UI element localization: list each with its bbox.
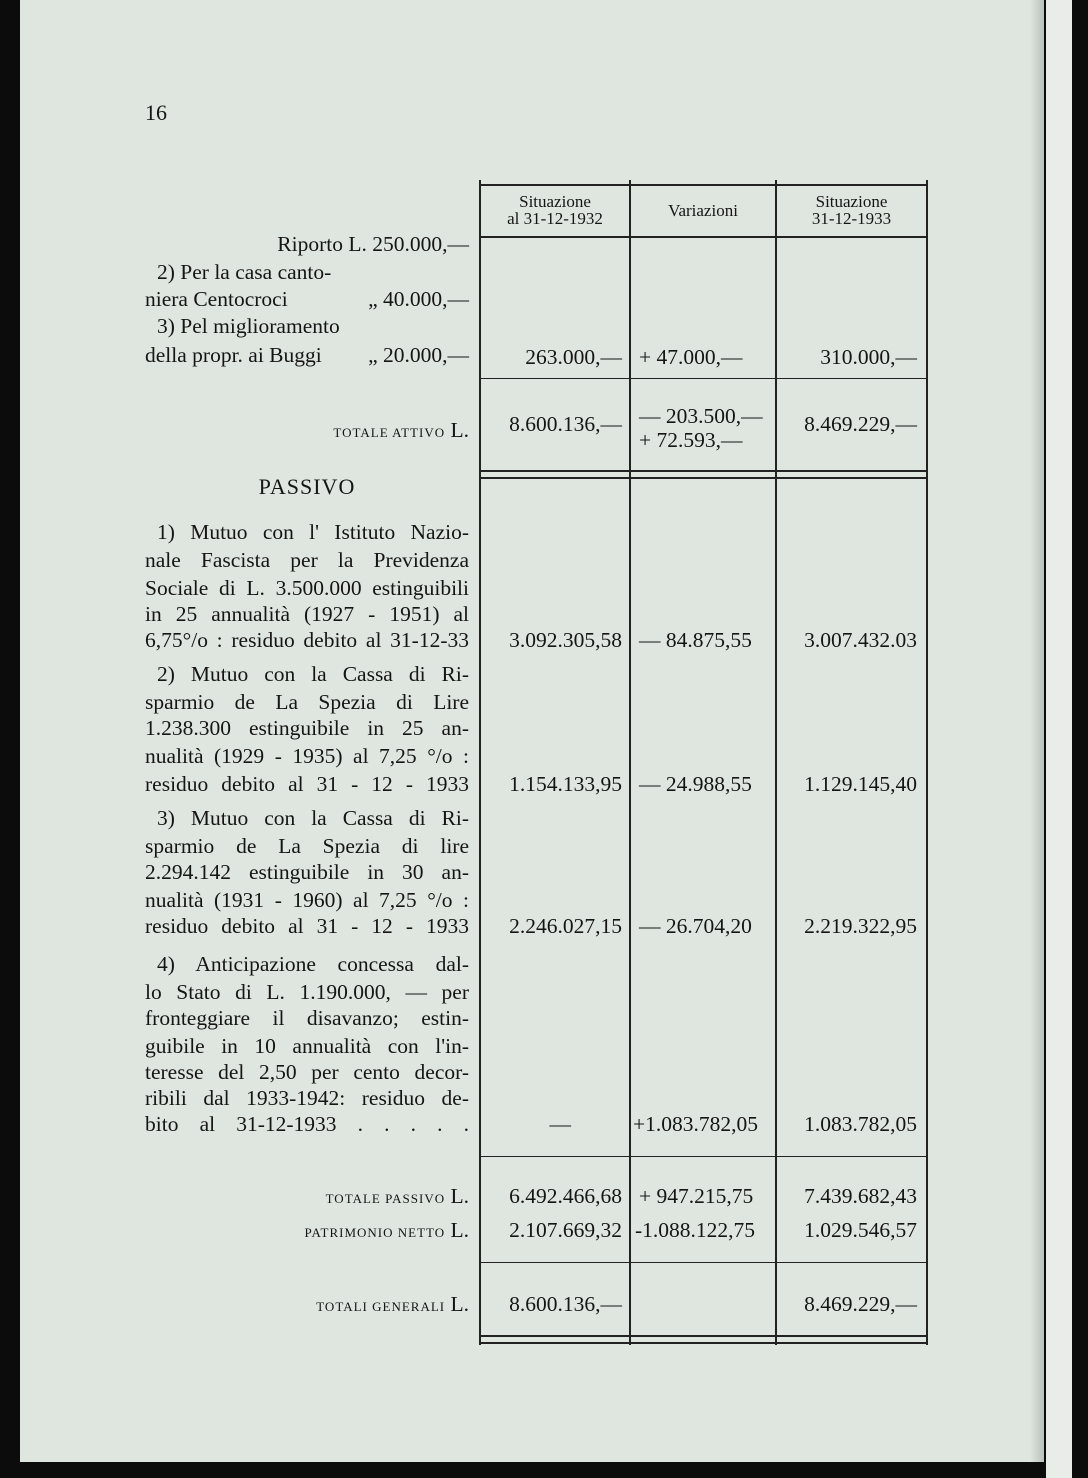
passivo-item-1-line: nale Fascista per la Previdenza	[145, 548, 469, 572]
passivo-item-4-line: guibile in 10 annualità con l'in-	[145, 1034, 469, 1058]
passivo-item-2-sit-1933: 1.129.145,40	[804, 772, 917, 796]
passivo-item-2-line: sparmio de La Spezia di Lire	[145, 690, 469, 714]
passivo-item-4-line: 4) Anticipazione concessa dal-	[157, 952, 469, 976]
totale-attivo-sit-1932: 8.600.136,—	[509, 412, 622, 436]
patrimonio-netto-variazioni: -1.088.122,75	[635, 1218, 756, 1242]
passivo-item-2-sit-1932: 1.154.133,95	[509, 772, 622, 796]
totale-passivo-sit-1933: 7.439.682,43	[804, 1184, 917, 1208]
totale-attivo-sit-1933: 8.469.229,—	[804, 412, 917, 436]
totali-generali-label: TOTALI GENERALI L.	[316, 1292, 469, 1316]
attivo-item-2-line-1: 2) Per la casa canto-	[157, 260, 332, 284]
passivo-item-2-line: 1.238.300 estinguibile in 25 an-	[145, 716, 469, 740]
passivo-item-2-line: nualità (1929 - 1935) al 7,25 °/o :	[145, 744, 469, 768]
attivo-rule	[479, 378, 928, 379]
passivo-item-4-line: teresse del 2,50 per cento decor-	[145, 1060, 469, 1084]
passivo-item-3-line: 2.294.142 estinguibile in 30 an-	[145, 860, 469, 884]
totale-passivo-variazioni: + 947.215,75	[639, 1184, 754, 1208]
passivo-item-4-variazioni: +1.083.782,05	[633, 1112, 759, 1136]
attivo-item-2-amount: „ 40.000,—	[368, 287, 469, 311]
attivo-item-3-amount: „ 20.000,—	[368, 343, 469, 367]
passivo-item-3-sit-1932: 2.246.027,15	[509, 914, 622, 938]
passivo-item-1-line: 6,75°/o : residuo debito al 31-12-33	[145, 628, 469, 652]
passivo-title: PASSIVO	[258, 474, 356, 499]
final-double-rule-top	[479, 1335, 928, 1337]
passivo-item-3-line: sparmio de La Spezia di lire	[145, 834, 469, 858]
patrimonio-netto-label: PATRIMONIO NETTO L.	[304, 1218, 469, 1242]
final-double-rule-bottom	[479, 1342, 928, 1344]
totale-attivo-label: TOTALE ATTIVO L.	[333, 418, 469, 442]
attivo-row-sit-1933: 310.000,—	[820, 345, 917, 369]
passivo-item-4-line: lo Stato di L. 1.190.000, — per	[145, 980, 469, 1004]
table-col-rule-1	[629, 180, 631, 1345]
passivo-item-2-variazioni: — 24.988,55	[639, 772, 752, 796]
header-situazione-1933: Situazione 31-12-1933	[811, 192, 892, 228]
page-number: 16	[145, 100, 167, 125]
passivo-item-3-sit-1933: 2.219.322,95	[804, 914, 917, 938]
passivo-item-4-line: bito al 31-12-1933 . . . . .	[145, 1112, 469, 1136]
passivo-item-2-line: 2) Mutuo con la Cassa di Ri-	[157, 662, 469, 686]
header-top-rule	[479, 184, 928, 186]
passivo-item-3-line: 3) Mutuo con la Cassa di Ri-	[157, 806, 469, 830]
totale-passivo-label: TOTALE PASSIVO L.	[325, 1184, 469, 1208]
page-binding-shadow	[1030, 0, 1044, 1462]
totali-generali-sit-1932: 8.600.136,—	[509, 1292, 622, 1316]
adjacent-page-edge	[1046, 0, 1072, 1478]
attivo-item-3-line-2: della propr. ai Buggi	[145, 343, 322, 367]
passivo-item-4-line: fronteggiare il disavanzo; estin-	[145, 1006, 469, 1030]
totale-attivo-variazioni-plus: + 72.593,—	[639, 428, 743, 452]
riporto-line: Riporto L. 250.000,—	[277, 232, 469, 256]
passivo-item-4-sit-1932: —	[549, 1112, 571, 1136]
patrimonio-netto-sit-1933: 1.029.546,57	[804, 1218, 917, 1242]
attivo-item-2-line-2: niera Centocroci	[145, 287, 288, 311]
header-situazione-1932: Situazione al 31-12-1932	[507, 192, 603, 228]
attivo-item-3-line-1: 3) Pel miglioramento	[157, 314, 340, 338]
attivo-double-rule-top	[479, 470, 928, 472]
passivo-item-3-line: nualità (1931 - 1960) al 7,25 °/o :	[145, 888, 469, 912]
passivo-items-rule	[479, 1156, 928, 1157]
header-variazioni: Variazioni	[668, 201, 738, 220]
passivo-item-3-variazioni: — 26.704,20	[639, 914, 752, 938]
netto-rule	[479, 1262, 928, 1263]
totali-generali-sit-1933: 8.469.229,—	[804, 1292, 917, 1316]
totale-attivo-variazioni-minus: — 203.500,—	[639, 404, 763, 428]
passivo-item-1-sit-1932: 3.092.305,58	[509, 628, 622, 652]
patrimonio-netto-sit-1932: 2.107.669,32	[509, 1218, 622, 1242]
table-right-rule	[926, 180, 928, 1345]
attivo-double-rule-bottom	[479, 477, 928, 479]
passivo-item-2-line: residuo debito al 31 - 12 - 1933	[145, 772, 469, 796]
passivo-item-3-line: residuo debito al 31 - 12 - 1933	[145, 914, 469, 938]
passivo-item-1-line: Sociale di L. 3.500.000 estinguibili	[145, 576, 469, 600]
passivo-item-1-variazioni: — 84.875,55	[639, 628, 752, 652]
totale-passivo-sit-1932: 6.492.466,68	[509, 1184, 622, 1208]
passivo-item-1-line: 1) Mutuo con l' Istituto Nazio-	[157, 520, 469, 544]
attivo-row-variazioni: + 47.000,—	[639, 345, 743, 369]
header-bottom-rule	[479, 236, 928, 238]
passivo-item-4-sit-1933: 1.083.782,05	[804, 1112, 917, 1136]
passivo-item-1-line: in 25 annualità (1927 - 1951) al	[145, 602, 469, 626]
passivo-item-4-line: ribili dal 1933-1942: residuo de-	[145, 1086, 469, 1110]
attivo-row-sit-1932: 263.000,—	[525, 345, 622, 369]
passivo-item-1-sit-1933: 3.007.432.03	[804, 628, 917, 652]
